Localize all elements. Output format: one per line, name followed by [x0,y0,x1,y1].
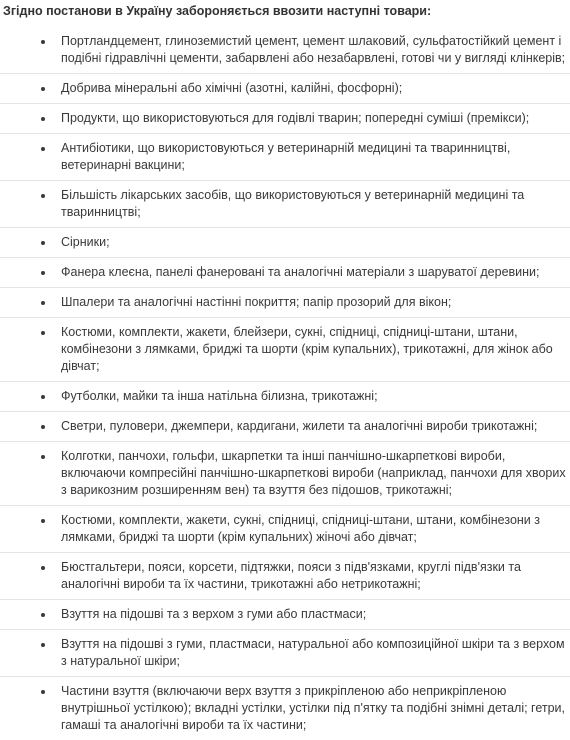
bullet-icon [41,331,45,335]
bullet-icon [41,271,45,275]
bullet-icon [41,566,45,570]
bullet-icon [41,301,45,305]
bullet-icon [41,241,45,245]
page-heading: Згідно постанови в Україну забороняється ввозити наступні товари: [3,4,432,18]
list-item-text: Фанера клеєна, панелі фанеровані та аналогічні матеріали з шаруватої деревини; [61,265,540,279]
list-item [0,600,570,630]
bullet-icon [41,690,45,694]
list-item-text: Портландцемент, глиноземистий цемент, цемент шлаковий, сульфатостійкий цемент і подібні гідравлічні цементи, забарвлені або незабарвлені, готові чи у вигляді клінкерів; [61,34,566,65]
bullet-icon [41,40,45,44]
list-item [0,318,570,382]
list-item-text: Шпалери та аналогічні настінні покриття; папір прозорий для вікон; [61,295,452,309]
list-item-text: Продукти, що використовуються для годівлі тварин; попередні суміші (премікси); [61,111,530,125]
list-item-text: Футболки, майки та інша натільна білизна, трикотажні; [61,389,378,403]
list-item [0,677,570,740]
list-item-text: Сірники; [61,235,110,249]
bullet-icon [41,643,45,647]
bullet-icon [41,613,45,617]
bullet-icon [41,425,45,429]
list-item [0,382,570,412]
bullet-icon [41,395,45,399]
list-item [0,442,570,506]
bullet-icon [41,455,45,459]
list-item [0,104,570,134]
bullet-icon [41,87,45,91]
list-item [0,630,570,677]
bullet-icon [41,117,45,121]
list-item-text: Взуття на підошві з гуми, пластмаси, натуральної або композиційної шкіри та з верхом з натуральної шкіри; [61,637,565,668]
list-item [0,181,570,228]
list-item-text: Взуття на підошві та з верхом з гуми або пластмаси; [61,607,367,621]
list-item-text: Колготки, панчохи, гольфи, шкарпетки та інші панчішно-шкарпеткові вироби, включаючи компресійні панчішно-шкарпеткові вироби (наприклад, панчохи для хворих з варикозним розширенням вен) та взуття без підошов, трикотажні; [61,449,566,497]
list-item [0,134,570,181]
list-item [0,74,570,104]
list-item-text: Светри, пуловери, джемпери, кардигани, жилети та аналогічні вироби трикотажні; [61,419,538,433]
list-item [0,412,570,442]
list-item [0,553,570,600]
list-item-text: Добрива мінеральні або хімічні (азотні, калійні, фосфорні); [61,81,403,95]
list-item-text: Більшість лікарських засобів, що використовуються у ветеринарній медицині та тваринництві; [61,188,525,219]
bullet-icon [41,147,45,151]
list-item [0,506,570,553]
list-item [0,228,570,258]
list-item-text: Костюми, комплекти, жакети, блейзери, сукні, спідниці, спідниці-штани, штани, комбінезони з лямками, бриджі та шорти (крім купальних), трикотажні, для жінок або дівчат; [61,325,553,373]
list-item [0,258,570,288]
list-item-text: Антибіотики, що використовуються у ветеринарній медицині та тваринництві, ветеринарні вакцини; [61,141,511,172]
list-item-text: Частини взуття (включаючи верх взуття з прикріпленою або неприкріпленою внутрішньої устілкою); вкладні устілки, устілки під п'ятку та подібні знімні деталі; гетри, гамаші та аналогічні вироби та їх частини; [61,684,565,732]
list-item-text: Бюстгальтери, пояси, корсети, підтяжки, пояси з підв'язками, круглі підв'язки та аналогічні вироби та їх частини, трикотажні або нетрикотажні; [61,560,521,591]
list-item-text: Костюми, комплекти, жакети, сукні, спідниці, спідниці-штани, штани, комбінезони з лямками, бриджі та шорти (крім купальних) жіночі або дівчат; [61,513,540,544]
bullet-icon [41,194,45,198]
list-item [0,288,570,318]
list-item [0,27,570,74]
bullet-icon [41,519,45,523]
